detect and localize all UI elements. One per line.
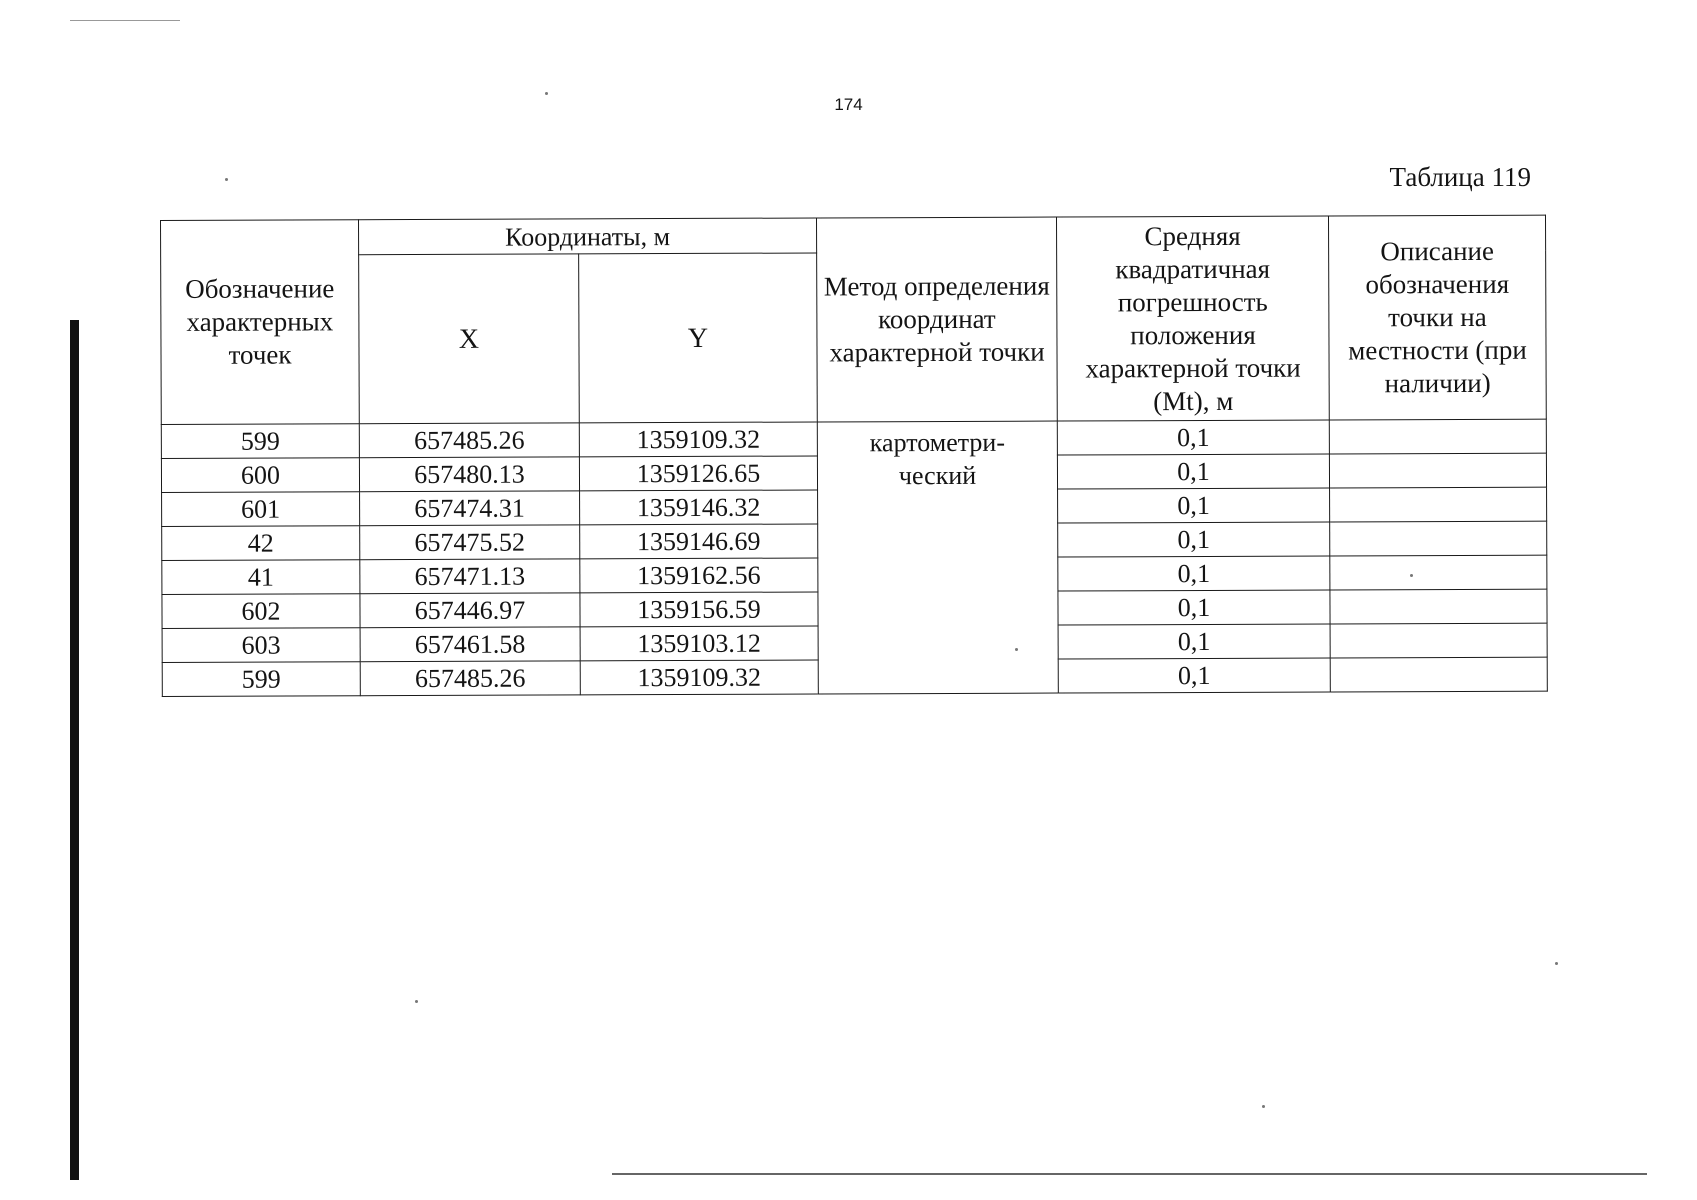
header-point-designation: Обозначение характерных точек [161, 220, 360, 425]
table-row [161, 419, 1546, 458]
cell-point: 600 [161, 458, 359, 493]
header-method: Метод определения координат характерной точки [817, 217, 1058, 422]
cell-description [1330, 623, 1547, 658]
scan-speck [1555, 962, 1558, 965]
cell-method [817, 421, 1058, 694]
cell-mt: 0,1 [1058, 522, 1330, 557]
cell-point: 601 [162, 492, 360, 527]
cell-mt: 0,1 [1057, 420, 1329, 455]
cell-mt: 0,1 [1058, 624, 1330, 659]
cell-mt: 0,1 [1058, 556, 1330, 591]
header-description: Описание обозначения точки на местности (при наличии) [1329, 215, 1547, 420]
scan-artifact-bottom-line [612, 1173, 1647, 1175]
cell-y: 1359109.32 [580, 660, 818, 695]
method-value: картометри- ческий [869, 427, 1006, 491]
coordinates-table [160, 215, 1548, 697]
cell-description [1329, 419, 1546, 454]
cell-point: 42 [162, 526, 360, 561]
cell-point: 602 [162, 594, 360, 629]
cell-description [1330, 589, 1547, 624]
cell-x: 657474.31 [360, 491, 580, 526]
scan-artifact-left-bar [70, 320, 79, 1180]
cell-x: 657471.13 [360, 559, 580, 594]
cell-y: 1359103.12 [580, 626, 818, 661]
scan-speck [1262, 1105, 1265, 1108]
cell-x: 657475.52 [360, 525, 580, 560]
header-x: X [359, 254, 580, 424]
cell-description [1330, 555, 1547, 590]
cell-point: 41 [162, 560, 360, 595]
cell-x: 657461.58 [360, 627, 580, 662]
cell-description [1330, 521, 1547, 556]
header-y: Y [579, 253, 818, 423]
scan-speck [225, 178, 228, 181]
cell-description [1330, 487, 1547, 522]
cell-point: 603 [162, 628, 360, 663]
cell-description [1329, 453, 1546, 488]
cell-mt: 0,1 [1058, 590, 1330, 625]
cell-y: 1359146.69 [580, 524, 818, 559]
page-number: 174 [834, 95, 863, 114]
cell-y: 1359162.56 [580, 558, 818, 593]
cell-y: 1359109.32 [579, 422, 817, 457]
cell-mt: 0,1 [1057, 454, 1329, 489]
cell-x: 657485.26 [360, 661, 580, 696]
cell-y: 1359126.65 [579, 456, 817, 491]
cell-mt: 0,1 [1058, 488, 1330, 523]
cell-point: 599 [161, 424, 359, 459]
cell-description [1330, 657, 1547, 692]
cell-x: 657446.97 [360, 593, 580, 628]
cell-x: 657480.13 [359, 457, 579, 492]
header-mean-square-error: Средняя квадратичная погрешность положения характерной точки (Mt), м [1057, 216, 1330, 421]
table-caption: Таблица 119 [1389, 162, 1531, 192]
cell-y: 1359146.32 [580, 490, 818, 525]
scan-speck [415, 1000, 418, 1003]
header-coordinates: Координаты, м [359, 218, 817, 255]
cell-y: 1359156.59 [580, 592, 818, 627]
cell-mt: 0,1 [1058, 658, 1330, 693]
cell-point: 599 [162, 662, 360, 697]
cell-x: 657485.26 [359, 423, 579, 458]
scan-artifact-top-line [70, 20, 180, 21]
